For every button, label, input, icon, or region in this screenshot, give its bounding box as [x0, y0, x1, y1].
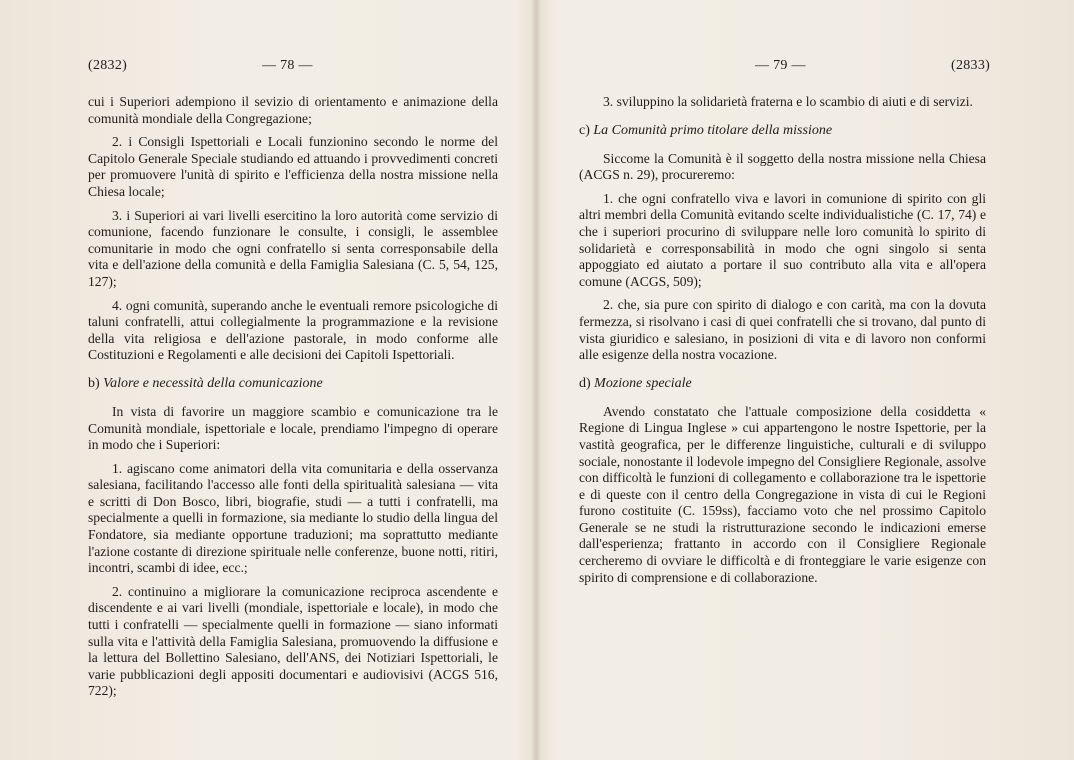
- section-heading-b: [88, 376, 498, 392]
- paragraph: cui i Superiori adempiono il sevizio di orientamento e animazione della comunità mondiale della Congregazione;: [88, 94, 498, 126]
- section-letter: d): [579, 375, 591, 391]
- paragraph: 3. i Superiori ai vari livelli esercitino la loro autorità come servizio di comunione, facendo funzionare le consulte, i consigli, le assemblee comunitarie in modo che ogni confratello si senta corresponsabile della vita e dell'azione della comunità e della Famiglia Salesiana (C. 5, 54, 125, 127);: [88, 207, 498, 289]
- paragraph: 1. che ogni confratello viva e lavori in comunione di spirito con gli altri membri della Comunità evitando scelte individualistiche (C. 17, 74) e che i superiori procurino di sviluppare nelle loro comunità lo spirito di solidarietà e corresponsabilità in modo che ogni singolo si senta appoggiato ed aiutato a portare il suo contributo alla vita e all'opera comune (ACGS, 509);: [579, 190, 986, 289]
- left-page: [0, 0, 531, 760]
- paragraph: 4. ogni comunità, superando anche le eventuali remore psicologiche di taluni confratelli, attui collegialmente la programmazione e la revisione della vita religiosa e dell'azione pastorale, in modo conforme alle Costituzioni e Regolamenti e alle decisioni dei Capitoli Ispettoriali.: [88, 297, 498, 363]
- right-page-body: [579, 94, 986, 593]
- paragraph: Siccome la Comunità è il soggetto della nostra missione nella Chiesa (ACGS n. 29), procureremo:: [579, 150, 986, 183]
- paragraph: Avendo constatato che l'attuale composizione della cosiddetta « Regione di Lingua Inglese » cui appartengono le nostre Ispettorie, per la vastità geografica, per le differenze linguistiche, culturali e di sviluppo sociale, nonostante il lodevole impegno del Consigliere Regionale, assolve con difficoltà le funzioni di collegamento e collaborazione tra le ispettorie e di queste con il centro della Congregazione in vista di cui le Regioni furono costituite (C. 159ss), facciamo voto che nel prossimo Capitolo Generale se ne studi la ristrutturazione secondo le indicazioni emerse dall'esperienza; frattanto in accordo con il Consigliere Regionale cercheremo di ovviare le difficoltà e di fronteggiare le varie esigenze con spirito di comprensione e di collaborazione.: [579, 403, 986, 585]
- left-page-number: — 78 —: [262, 58, 313, 73]
- right-page-number: — 79 —: [755, 58, 806, 73]
- section-title: Valore e necessità della comunicazione: [103, 375, 323, 391]
- section-title: Mozione speciale: [594, 375, 692, 391]
- section-heading-d: [579, 376, 986, 392]
- section-letter: b): [88, 375, 100, 391]
- right-header-number: (2833): [951, 58, 991, 73]
- left-page-body: [88, 94, 498, 707]
- paragraph: 2. i Consigli Ispettoriali e Locali funzionino secondo le norme del Capitolo Generale Speciale studiando ed attuando i provvedimenti concreti per promuovere l'unità di spirito e l'efficienza della nostra missione nella Chiesa locale;: [88, 134, 498, 199]
- paragraph: In vista di favorire un maggiore scambio e comunicazione tra le Comunità mondiale, ispettoriale e locale, prendiamo l'impegno di operare in modo che i Superiori:: [88, 403, 498, 453]
- section-letter: c): [579, 122, 590, 138]
- left-header-number: (2832): [88, 58, 128, 73]
- section-heading-c: [579, 123, 986, 139]
- paragraph: 3. sviluppino la solidarietà fraterna e lo scambio di aiuti e di servizi.: [603, 94, 973, 109]
- paragraph: 1. agiscano come animatori della vita comunitaria e della osservanza salesiana, facilitando l'accesso alle fonti della spiritualità salesiana — vita e scritti di Don Bosco, libri, biografie, studi — a tutti i confratelli, ma specialmente a quelli in formazione, sia mediante lo studio della lingua del Fondatore, sia mediante opportune traduzioni; ma soprattutto mediante l'azione costante di direzione spirituale nelle conferenze, buone notti, ritiri, incontri, scambi di idee, ecc.;: [88, 460, 498, 576]
- right-page: [541, 0, 1074, 760]
- paragraph: 2. che, sia pure con spirito di dialogo e con carità, ma con la dovuta fermezza, si risolvano i casi di quei confratelli che si trovano, dal punto di vista giuridico e salesiano, in posizioni di vita e di lavoro non conformi alle esigenze della nostra vocazione.: [579, 297, 986, 363]
- paragraph: 2. continuino a migliorare la comunicazione reciproca ascendente e discendente e ai vari livelli (mondiale, ispettoriale e locale), in modo che tutti i confratelli — specialmente quelli in formazione — siano informati sulla vita e l'attività della Famiglia Salesiana, promuovendo la diffusione e la lettura del Bollettino Salesiano, dell'ANS, dei Notiziari Ispettoriali, le varie pubblicazioni degli appositi documentari e audiovisivi (ACGS 516, 722);: [88, 583, 498, 699]
- section-title: La Comunità primo titolare della missione: [593, 122, 833, 138]
- book-gutter: [531, 0, 541, 760]
